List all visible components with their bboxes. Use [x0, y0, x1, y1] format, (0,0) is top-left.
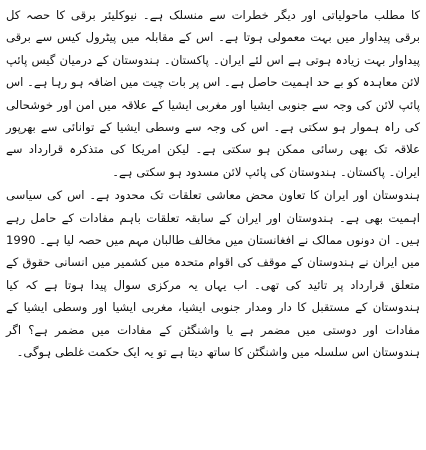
paragraph-1 [6, 4, 420, 183]
year-number: 1990 [6, 233, 36, 248]
paragraph-2-text-after-year: میں ایران نے ہندوستان کے موقف کی اقوام متحدہ میں کشمیر میں انسانی حقوق کے متعلق قرارداد پر تائید کی تھی۔ اب یہاں یہ مرکزی سوال پیدا ہوتا ہے کہ کیا ہندوستان کے مستقبل کا دار ومدار جنوبی ایشیا، مغربی ایشیا اور وسطی ایشیا کے مفادات اور دوستی میں مضمر ہے یا واشنگٹن کے مفادات میں مضمر ہے؟ اگر ہندوستان اس سلسلہ میں واشنگٹن کا ساتھ دیتا ہے تو یہ ایک حکمت غلطی ہوگی۔ [6, 255, 420, 360]
paragraph-2-text-before-year: ہندوستان اور ایران کا تعاون محض معاشی تعلقات تک محدود ہے۔ اس کی سیاسی اہمیت بھی ہے۔ ہندوستان اور ایران کے سابقہ تعلقات باہم مفادات کے حامل رہے ہیں۔ ان دونوں ممالک نے افغانستان میں مخالف طالبان مہم میں حصہ لیا ہے۔ [6, 188, 420, 248]
paragraph-2 [6, 184, 420, 363]
paragraph-1-text: کا مطلب ماحولیاتی اور دیگر خطرات سے منسلک ہے۔ نیوکلیئر برقی کا حصہ کل برقی پیداوار میں بہت معمولی ہوتا ہے۔ اس کے مقابلہ میں پیٹرول کیس سے برقی پیداوار بہت زیادہ ہوتی ہے اس لئے ایران۔ پاکستان۔ ہندوستان کے درمیان گیس پائپ لائن معاہدہ کو بے حد اہمیت حاصل ہے۔ اس پر بات چیت میں اضافہ ہو رہا ہے۔ اس پائپ لائن کی وجہ سے جنوبی ایشیا اور مغربی ایشیا کے علاقہ میں امن اور خوشحالی کی راہ ہموار ہو سکتی ہے۔ اس کی وجہ سے وسطی ایشیا کے توانائی سے بھرپور علاقہ تک بھی رسائی ممکن ہو سکتی ہے۔ لیکن امریکا کی متذکرہ قرارداد سے ایران۔ پاکستان۔ ہندوستان کی پائپ لائن مسدود ہو سکتی ہے۔ [6, 8, 420, 179]
